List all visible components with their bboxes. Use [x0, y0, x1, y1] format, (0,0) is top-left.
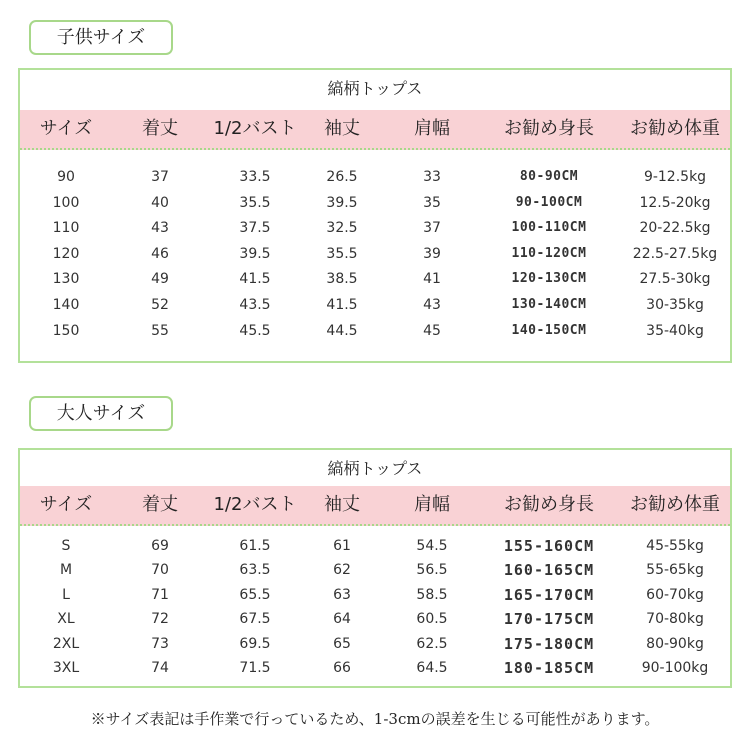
table-row [20, 190, 730, 216]
table-cell: 37.5 [239, 220, 271, 237]
adult-size-tag: 大人サイズ [29, 396, 173, 431]
table-cell: 56.5 [416, 562, 448, 579]
table-cell: 60-70kg [646, 586, 704, 603]
table-cell: 35.5 [326, 245, 358, 262]
table-row [20, 583, 730, 607]
table-cell: 44.5 [326, 322, 358, 339]
table-cell: 155-160CM [503, 537, 595, 555]
table-cell: 43.5 [239, 297, 271, 313]
table-cell: 73 [151, 635, 169, 652]
table-cell: 100-110CM [511, 220, 587, 236]
adult-table-title: 縞柄トップス [327, 459, 423, 478]
kids-table-title: 縞柄トップス [327, 79, 423, 98]
table-cell: 64 [333, 611, 351, 628]
table-cell: M [59, 562, 73, 579]
table-cell: 37 [151, 169, 169, 185]
table-row [20, 318, 730, 344]
table-cell: 54.5 [416, 538, 448, 554]
table-cell: 45 [423, 322, 441, 339]
table-cell: 120 [52, 245, 80, 262]
table-cell: 175-180CM [503, 634, 595, 653]
table-cell: 55 [151, 322, 169, 339]
header-height: お勧め身長 [504, 118, 594, 139]
header-size: サイズ [39, 118, 93, 139]
table-cell: 52 [151, 297, 169, 313]
table-cell: 150 [52, 322, 80, 339]
table-cell: 90-100CM [515, 194, 583, 210]
header-shoulder: 肩幅 [414, 494, 450, 515]
table-row [20, 558, 730, 582]
table-row [20, 632, 730, 656]
table-cell: 70 [151, 562, 169, 579]
table-cell: 62.5 [416, 635, 448, 652]
header-length: 着丈 [142, 494, 178, 515]
table-cell: 63.5 [239, 562, 271, 579]
header-height: お勧め身長 [504, 494, 594, 515]
kids-table-header [20, 110, 730, 150]
table-cell: 71 [151, 586, 169, 603]
table-row [20, 241, 730, 267]
table-cell: 67.5 [239, 611, 271, 628]
table-cell: 22.5-27.5kg [632, 245, 718, 262]
table-cell: 43 [151, 220, 169, 237]
table-cell: 33 [423, 169, 441, 185]
table-cell: 65.5 [239, 586, 271, 603]
header-sleeve: 袖丈 [324, 494, 360, 515]
table-cell: 20-22.5kg [639, 220, 711, 237]
table-cell: 69.5 [239, 635, 271, 652]
table-cell: 69 [151, 538, 169, 554]
table-cell: 30-35kg [646, 297, 704, 313]
table-cell: 37 [423, 220, 441, 237]
table-cell: 71.5 [239, 660, 271, 676]
table-cell: 26.5 [326, 169, 358, 185]
table-row [20, 266, 730, 292]
table-cell: 180-185CM [503, 659, 595, 677]
table-cell: 74 [151, 660, 169, 676]
table-cell: 39 [423, 245, 441, 262]
adult-size-table [18, 448, 732, 688]
table-cell: 58.5 [416, 586, 448, 603]
table-cell: 55-65kg [646, 562, 704, 579]
table-cell: L [62, 586, 70, 603]
table-cell: 90 [57, 169, 75, 185]
table-cell: 80-90CM [519, 169, 579, 184]
header-length: 着丈 [142, 118, 178, 139]
table-cell: 80-90kg [646, 635, 704, 652]
header-weight: お勧め体重 [630, 118, 720, 139]
table-row [20, 292, 730, 318]
header-weight: お勧め体重 [630, 494, 720, 515]
table-cell: 41.5 [239, 271, 271, 288]
kids-size-tag: 子供サイズ [29, 20, 173, 55]
table-cell: 60.5 [416, 611, 448, 628]
header-half-bust: 1/2バスト [213, 494, 297, 515]
header-shoulder: 肩幅 [414, 118, 450, 139]
table-cell: 140-150CM [511, 322, 587, 338]
header-half-bust: 1/2バスト [213, 118, 297, 139]
header-sleeve: 袖丈 [324, 118, 360, 139]
table-cell: 61 [333, 538, 351, 554]
table-cell: 66 [333, 660, 351, 676]
table-cell: 110 [52, 220, 80, 237]
table-cell: 39.5 [326, 194, 358, 211]
table-cell: 45-55kg [646, 538, 704, 554]
table-cell: 38.5 [326, 271, 358, 288]
table-cell: 12.5-20kg [639, 194, 711, 211]
table-cell: XL [57, 611, 75, 628]
table-row [20, 534, 730, 558]
table-row [20, 607, 730, 631]
table-cell: 41 [423, 271, 441, 288]
table-cell: 72 [151, 611, 169, 628]
header-size: サイズ [39, 494, 93, 515]
table-cell: 170-175CM [503, 610, 595, 629]
table-cell: 165-170CM [503, 585, 595, 604]
table-cell: S [61, 538, 71, 554]
table-cell: 35-40kg [646, 322, 704, 339]
table-cell: 90-100kg [641, 660, 709, 676]
adult-table-header [20, 486, 730, 526]
table-cell: 33.5 [239, 169, 271, 185]
table-cell: 110-120CM [511, 245, 587, 261]
table-cell: 41.5 [326, 297, 358, 313]
table-cell: 49 [151, 271, 169, 288]
table-row [20, 164, 730, 190]
table-cell: 160-165CM [503, 561, 595, 580]
table-cell: 27.5-30kg [639, 271, 711, 288]
table-cell: 120-130CM [511, 271, 587, 287]
table-cell: 35 [423, 194, 441, 211]
table-cell: 9-12.5kg [643, 169, 707, 185]
table-cell: 64.5 [416, 660, 448, 676]
table-row [20, 215, 730, 241]
table-cell: 35.5 [239, 194, 271, 211]
table-cell: 63 [333, 586, 351, 603]
size-disclaimer-note: ※サイズ表記は手作業で行っているため、1-3cmの誤差を生じる可能性があります。 [90, 710, 660, 728]
table-cell: 3XL [52, 660, 80, 676]
table-cell: 100 [52, 194, 80, 211]
table-cell: 40 [151, 194, 169, 211]
table-cell: 39.5 [239, 245, 271, 262]
table-cell: 43 [423, 297, 441, 313]
table-cell: 46 [151, 245, 169, 262]
table-cell: 70-80kg [646, 611, 704, 628]
table-cell: 140 [52, 297, 80, 313]
table-row [20, 656, 730, 680]
table-cell: 65 [333, 635, 351, 652]
table-cell: 45.5 [239, 322, 271, 339]
table-cell: 2XL [52, 635, 80, 652]
kids-size-table [18, 68, 732, 363]
table-cell: 130 [52, 271, 80, 288]
table-cell: 32.5 [326, 220, 358, 237]
table-cell: 62 [333, 562, 351, 579]
table-cell: 61.5 [239, 538, 271, 554]
table-cell: 130-140CM [511, 297, 587, 312]
